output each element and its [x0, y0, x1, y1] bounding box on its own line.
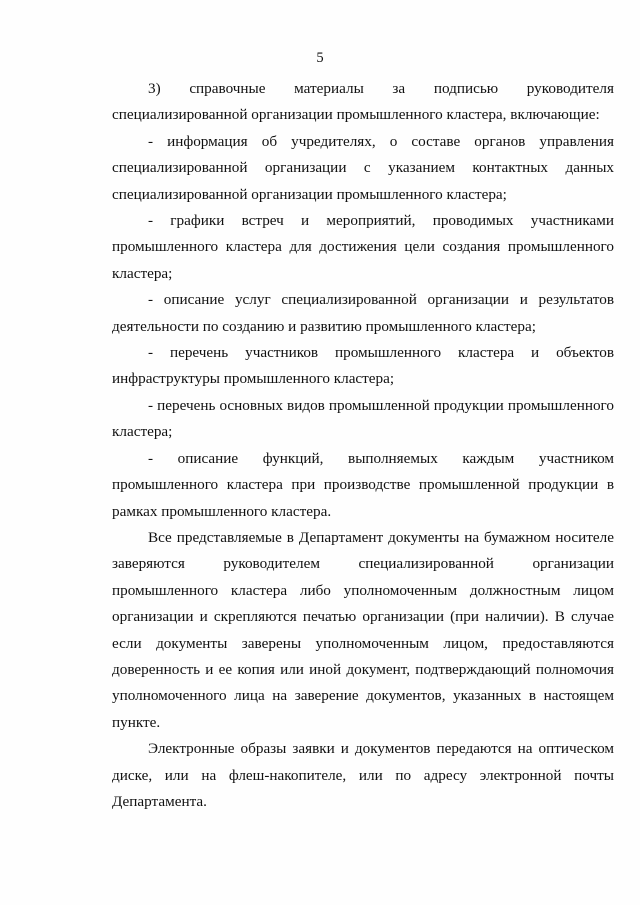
paragraph-founders-info: - информация об учредителях, о составе органов управления специализированной организации с указанием контактных данных специализированной организации промышленного кластера;: [112, 132, 614, 203]
page-number: 5: [316, 50, 324, 66]
paragraph-reference-materials: 3) справочные материалы за подписью руководителя специализированной организации промышленного кластера, включающие:: [112, 80, 614, 124]
paragraph-services-description: - описание услуг специализированной организации и результатов деятельности по созданию и развитию промышленного кластера;: [112, 291, 614, 335]
paragraph-electronic-images: Электронные образы заявки и документов передаются на оптическом диске, или на флеш-накопителе, или по адресу электронной почты Департамента.: [112, 740, 614, 810]
paragraph-meeting-schedules: - графики встреч и мероприятий, проводимых участниками промышленного кластера для достижения цели создания промышленного кластера;: [112, 212, 614, 282]
paragraph-functions-description: - описание функций, выполняемых каждым участником промышленного кластера при производстве промышленной продукции в рамках промышленного кластера.: [112, 449, 614, 520]
paragraph-products-list: - перечень основных видов промышленной продукции промышленного кластера;: [112, 396, 614, 441]
paragraph-paper-documents: Все представляемые в Департамент документы на бумажном носителе заверяются руководителем специализированной организации промышленного кластера либо уполномоченным должностным лицом организации и скрепляются печатью организации (при наличии). В случае если документы заверены уполномоченным лицом, предоставляются доверенность и ее копия или иной документ, подтверждающий полномочия уполномоченного лица на заверение документов, указанных в настоящем пункте.: [112, 528, 614, 731]
document-body: [112, 76, 614, 815]
paragraph-participants-list: - перечень участников промышленного кластера и объектов инфраструктуры промышленного кластера;: [112, 344, 614, 388]
